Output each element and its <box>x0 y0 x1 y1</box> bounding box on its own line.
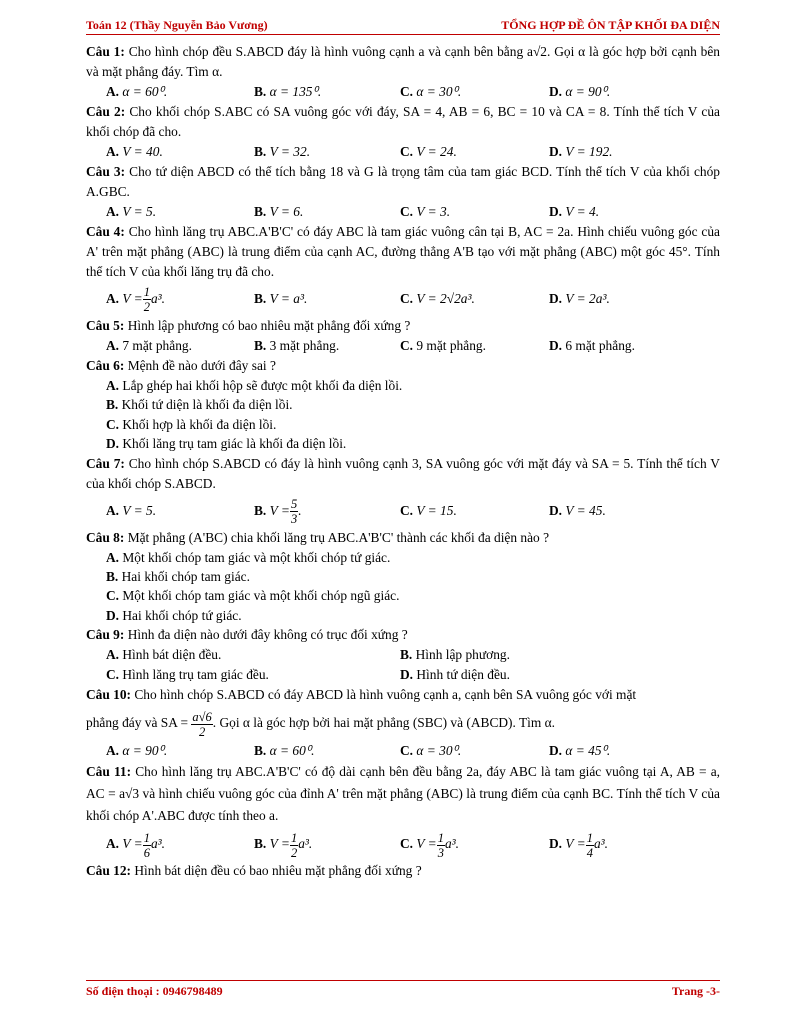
option-d: D. Hình tứ diện đều. <box>400 667 510 683</box>
option-a: A. V = $\frac{1}{6}$ a³. <box>106 830 166 860</box>
footer-divider <box>86 980 720 981</box>
fraction: $\frac{1}{6}$ <box>143 830 150 860</box>
option-b: B. α = 135⁰. <box>254 84 322 99</box>
question-1: Câu 1: Cho hình chóp đều S.ABCD đáy là hình vuông cạnh a và cạnh bên bằng a√2. Gọi α là góc hợp bởi cạnh bên và mặt phẳng đáy. Tìm α. <box>86 44 720 79</box>
option-c: C. V = 24. <box>400 144 457 159</box>
question-9-options-row1 <box>106 645 720 665</box>
question-5-options <box>106 336 720 356</box>
question-11: Câu 11: Cho hình lăng trụ ABC.A'B'C' có độ dài cạnh bên đều bằng 2a, đáy ABC là tam giác vuông tại A, AB = a, AC = a√3 và hình chiếu vuông góc của đỉnh A' trên mặt phẳng (ABC) là trung điểm của cạnh BC. Tính thể tích V của khối chóp A'.ABC được tính theo a. <box>86 764 720 824</box>
question-5: Câu 5: Hình lập phương có bao nhiêu mặt phẳng đối xứng ? <box>86 318 411 333</box>
question-6: Câu 6: Mệnh đề nào dưới đây sai ? <box>86 358 276 373</box>
question-2-options <box>106 142 720 162</box>
question-10: Câu 10: Cho hình chóp S.ABCD có đáy ABCD là hình vuông cạnh a, cạnh bên SA vuông góc với mặt <box>86 687 637 703</box>
header-left: Toán 12 (Thầy Nguyễn Bảo Vương) <box>86 18 268 32</box>
option-b: B. V = a³. <box>254 291 308 306</box>
option-d: D. Khối lăng trụ tam giác là khối đa diện lồi. <box>106 436 347 452</box>
question-10-options <box>106 741 720 761</box>
option-d: D. 6 mặt phẳng. <box>549 338 635 353</box>
option-b: B. α = 60⁰. <box>254 743 315 759</box>
question-4: Câu 4: Cho hình lăng trụ ABC.A'B'C' có đáy ABC là tam giác vuông cân tại B, AC = 2a. Hình chiếu vuông góc của A' trên mặt phẳng (ABC) là trung điểm của cạnh AC, đường thẳng A'B tạo với mặt phẳng (ABC) một góc 45°. Tính thể tích V của khối lăng trụ đã cho. <box>86 224 720 279</box>
option-b: B. Khối tứ diện là khối đa diện lồi. <box>106 397 293 413</box>
option-a: A. V = 5. <box>106 502 157 518</box>
option-a: A. V = 5. <box>106 204 157 219</box>
option-c: C. V = 3. <box>400 204 451 219</box>
question-9-options-row2 <box>106 665 720 685</box>
option-d: D. V = 192. <box>549 144 613 159</box>
header-right: TỔNG HỢP ĐỀ ÔN TẬP KHỐI ĐA DIỆN <box>501 18 720 32</box>
option-d: D. α = 45⁰. <box>549 743 611 759</box>
question-6-options <box>106 376 720 454</box>
option-b: B. V = 32. <box>254 144 311 159</box>
fraction: $\frac{1}{2}$ <box>143 285 150 315</box>
question-10-line2: phẳng đáy và SA = $\frac{a√6}{2}$ . Gọi α là góc hợp bởi hai mặt phẳng (SBC) và (ABCD). Tìm α. <box>86 709 555 739</box>
option-c: C. V = 2√2a³. <box>400 291 475 306</box>
option-a: A. α = 90⁰. <box>106 743 168 759</box>
option-c: C. Hình lăng trụ tam giác đều. <box>106 667 269 683</box>
option-b: B. V = 6. <box>254 204 304 219</box>
question-8-options <box>106 548 720 626</box>
option-d: D. Hai khối chóp tứ giác. <box>106 607 242 623</box>
option-a: A. Một khối chóp tam giác và một khối chóp tứ giác. <box>106 549 391 565</box>
question-8: Câu 8: Mặt phẳng (A'BC) chia khối lăng trụ ABC.A'B'C' thành các khối đa diện nào ? <box>86 529 550 545</box>
question-7-options <box>106 494 720 528</box>
fraction: $\frac{1}{2}$ <box>290 830 298 860</box>
option-c: C. 9 mặt phẳng. <box>400 338 486 353</box>
question-3-options <box>106 202 720 222</box>
option-c: C. α = 30⁰. <box>400 84 462 99</box>
option-d: D. V = 4. <box>549 204 600 219</box>
option-c: C. V = $\frac{1}{3}$ a³. <box>400 830 460 860</box>
question-3: Câu 3: Cho tứ diện ABCD có thể tích bằng 18 và G là trọng tâm của tam giác BCD. Tính thể tích V của khối chóp A.GBC. <box>86 164 720 199</box>
option-a: A. 7 mặt phẳng. <box>106 338 192 353</box>
fraction: $\frac{5}{3}$ <box>290 497 298 527</box>
page-number: Trang -3- <box>671 984 720 998</box>
fraction: $\frac{1}{4}$ <box>586 830 593 860</box>
footer-phone: Số điện thoại : 0946798489 <box>86 984 223 998</box>
fraction: $\frac{1}{3}$ <box>437 830 444 860</box>
option-c: C. Một khối chóp tam giác và một khối chóp ngũ giác. <box>106 588 400 604</box>
document-body <box>86 42 720 881</box>
question-11-options <box>106 827 720 861</box>
option-a: A. Lắp ghép hai khối hộp sẽ được một khối đa diện lồi. <box>106 378 403 393</box>
option-b: B. V = $\frac{5}{3}$ . <box>254 497 302 527</box>
option-d: D. V = $\frac{1}{4}$ a³. <box>549 830 609 860</box>
page-header <box>86 14 720 34</box>
header-divider <box>86 34 720 35</box>
option-d: D. V = 45. <box>549 502 606 518</box>
option-b: B. V = $\frac{1}{2}$ a³. <box>254 830 313 860</box>
option-a: A. α = 60⁰. <box>106 84 168 99</box>
option-b: B. Hai khối chóp tam giác. <box>106 569 250 585</box>
question-2: Câu 2: Cho khối chóp S.ABC có SA vuông góc với đáy, SA = 4, AB = 6, BC = 10 và CA = 8. Tính thể tích V của khối chóp đã cho. <box>86 104 720 139</box>
option-c: C. Khối hợp là khối đa diện lồi. <box>106 416 277 432</box>
question-1-options <box>106 82 720 102</box>
question-7: Câu 7: Cho hình chóp S.ABCD có đáy là hình vuông cạnh 3, SA vuông góc với mặt đáy và SA = 5. Tính thể tích V của khối chóp S.ABCD. <box>86 455 720 491</box>
option-b: B. Hình lập phương. <box>400 647 510 663</box>
option-c: C. V = 15. <box>400 502 457 518</box>
question-9: Câu 9: Hình đa diện nào dưới đây không có trục đối xứng ? <box>86 627 408 643</box>
question-12: Câu 12: Hình bát diện đều có bao nhiêu mặt phẳng đối xứng ? <box>86 863 422 879</box>
option-c: C. α = 30⁰. <box>400 743 462 759</box>
question-4-options <box>106 282 720 316</box>
option-d: D. V = 2a³. <box>549 291 610 306</box>
option-a: A. V = 40. <box>106 144 163 159</box>
fraction: $\frac{a√6}{2}$ <box>192 709 212 739</box>
option-a: A. Hình bát diện đều. <box>106 647 222 663</box>
option-b: B. 3 mặt phẳng. <box>254 338 340 353</box>
option-a: A. V = $\frac{1}{2}$ a³. <box>106 285 166 315</box>
option-d: D. α = 90⁰. <box>549 84 611 99</box>
